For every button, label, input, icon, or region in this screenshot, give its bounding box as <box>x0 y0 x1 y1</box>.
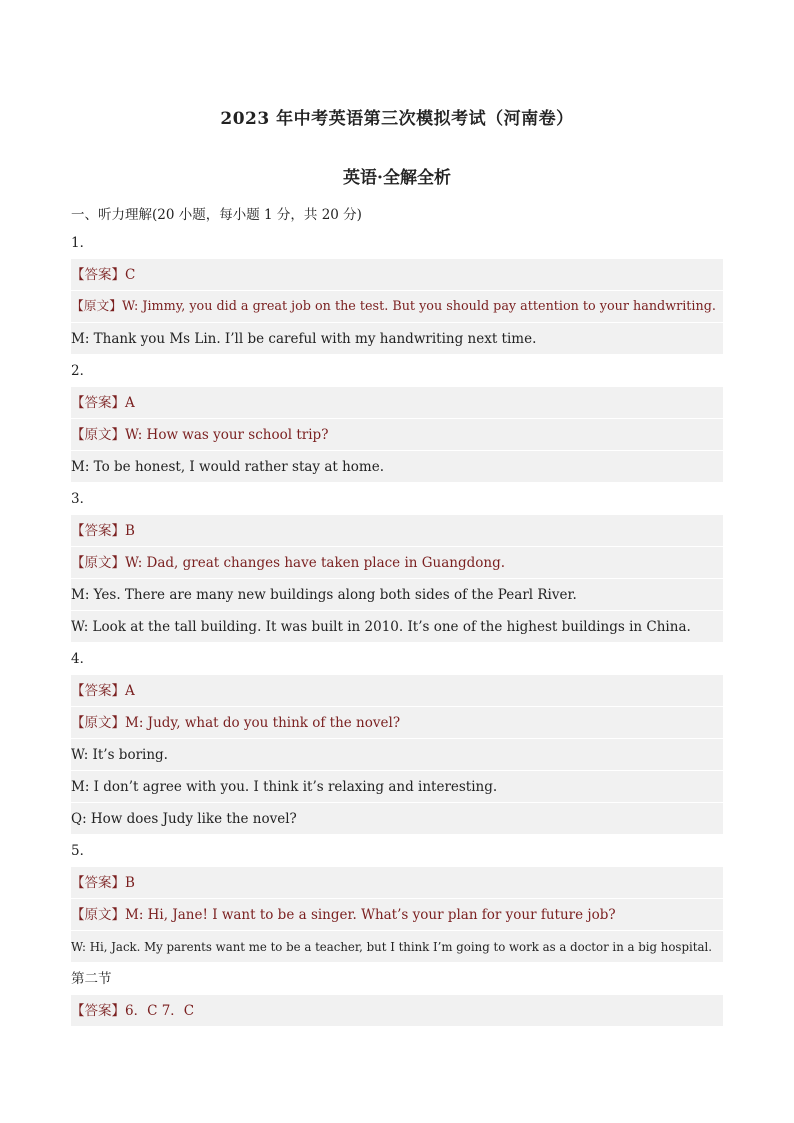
transcript-line <box>71 771 723 803</box>
transcript-text: W: Hi, Jack. My parents want me to be a teacher, but I think I’m going to work as a doctor in a big hospital. <box>71 940 712 954</box>
question-number: 4． <box>71 651 94 667</box>
transcript-line <box>71 291 723 323</box>
answer-line: 【答案】B <box>71 867 723 899</box>
transcript-line <box>71 899 723 931</box>
document-title: 2023 年中考英语第三次模拟考试（河南卷） <box>220 109 574 129</box>
transcript-prefix: 【原文】 <box>71 427 125 443</box>
answer-line: 【答案】A <box>71 675 723 707</box>
section-heading-listening: 一、听力理解(20 小题，每小题 1 分，共 20 分) <box>71 207 362 223</box>
transcript-line <box>71 931 723 963</box>
question-number: 5． <box>71 843 94 859</box>
transcript-text: M: I don’t agree with you. I think it’s relaxing and interesting. <box>71 779 498 795</box>
transcript-line <box>71 707 723 739</box>
question-number: 3． <box>71 491 94 507</box>
transcript-line <box>71 323 723 355</box>
part-two-heading: 第二节 <box>71 971 112 987</box>
answer-line: 【答案】6．C 7．C <box>71 995 723 1027</box>
answer-content <box>71 227 723 1027</box>
transcript-text: M: To be honest, I would rather stay at home. <box>71 459 384 475</box>
transcript-line <box>71 547 723 579</box>
transcript-line <box>71 739 723 771</box>
transcript-line <box>71 611 723 643</box>
question-number: 1． <box>71 235 94 251</box>
transcript-text: W: How was your school trip? <box>125 427 329 443</box>
transcript-line <box>71 419 723 451</box>
question-number: 2． <box>71 363 94 379</box>
transcript-text: W: Look at the tall building. It was built in 2010. It’s one of the highest buildings in China. <box>71 619 691 635</box>
transcript-text: M: Thank you Ms Lin. I’ll be careful with my handwriting next time. <box>71 331 537 347</box>
transcript-text: Q: How does Judy like the novel? <box>71 811 297 827</box>
transcript-prefix: 【原文】 <box>71 555 125 571</box>
transcript-text: W: It’s boring. <box>71 747 168 763</box>
transcript-text: W: Dad, great changes have taken place in Guangdong. <box>125 555 506 571</box>
transcript-text: M: Judy, what do you think of the novel? <box>125 715 401 731</box>
transcript-line <box>71 579 723 611</box>
transcript-line <box>71 451 723 483</box>
transcript-text: W: Jimmy, you did a great job on the test. But you should pay attention to your handwriting. <box>122 299 716 314</box>
answer-line: 【答案】B <box>71 515 723 547</box>
answer-line: 【答案】A <box>71 387 723 419</box>
document-subtitle: 英语·全解全析 <box>343 168 451 188</box>
transcript-text: M: Yes. There are many new buildings along both sides of the Pearl River. <box>71 587 577 603</box>
answer-line: 【答案】C <box>71 259 723 291</box>
transcript-prefix: 【原文】 <box>71 715 125 731</box>
transcript-text: M: Hi, Jane! I want to be a singer. What’s your plan for your future job? <box>125 907 616 923</box>
transcript-prefix: 【原文】 <box>71 299 122 314</box>
transcript-line <box>71 803 723 835</box>
transcript-prefix: 【原文】 <box>71 907 125 923</box>
